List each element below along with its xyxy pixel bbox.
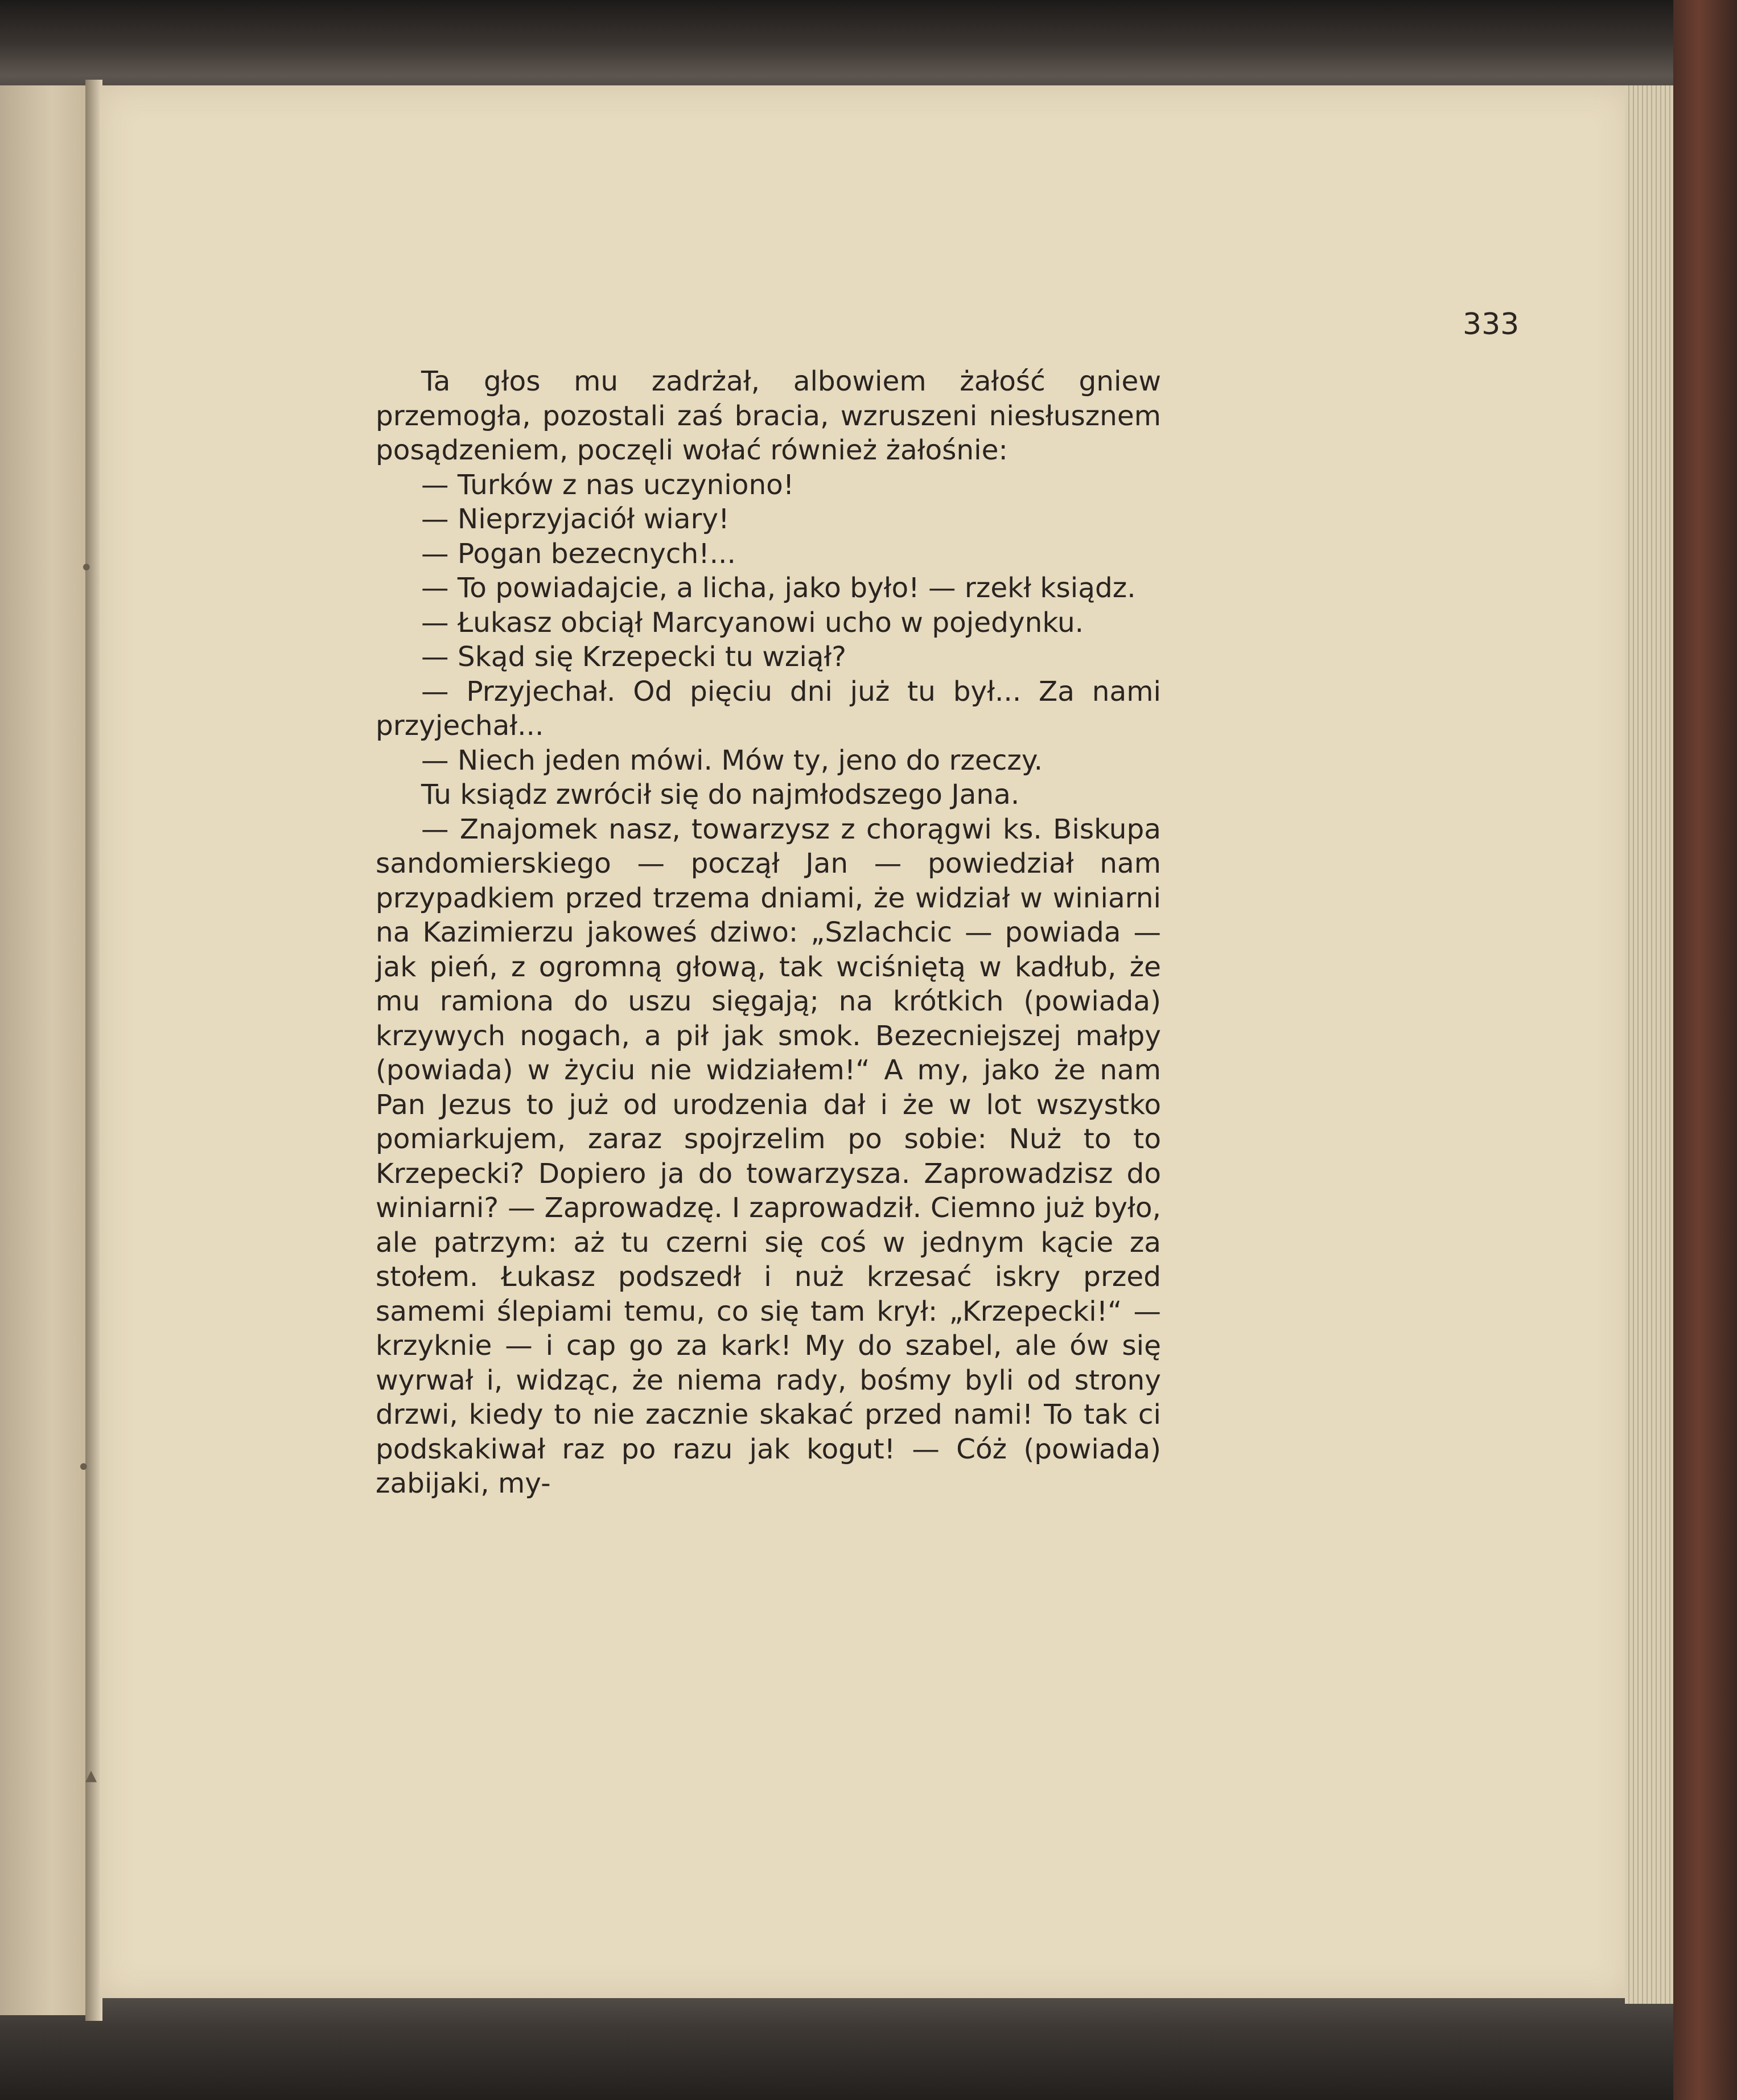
paragraph: Ta głos mu zadrżał, albowiem żałość gniew przemogła, pozostali zaś bracia, wzruszeni niesłusznem posądzeniem, poczęli wołać również żałośnie:	[376, 365, 1161, 466]
facing-page-edge	[0, 85, 94, 2015]
page-number: 333	[1463, 307, 1520, 342]
binding-bottom-edge	[0, 1981, 1737, 2100]
margin-mark: •	[77, 1454, 90, 1481]
paragraph: — Pogan bezecnych!...	[421, 537, 736, 570]
paragraph: — Niech jeden mówi. Mów ty, jeno do rzeczy.	[421, 744, 1043, 776]
binding-right-edge	[1673, 0, 1737, 2100]
page-text	[376, 364, 1161, 1501]
paragraph: — Nieprzyjaciół wiary!	[421, 503, 730, 535]
page-stack-edges	[1625, 85, 1673, 2004]
paragraph: — Turków z nas uczyniono!	[421, 469, 795, 501]
paragraph: — Znajomek nasz, towarzysz z chorągwi ks. Biskupa sandomierskiego — począł Jan — powiedział nam przypadkiem przed trzema dniami, że widział w winiarni na Kazimierzu jakoweś dziwo: „Szlachcic — powiada — jak pień, z ogromną głową, tak wciśniętą w kadłub, że mu ramiona do uszu sięgają; na krótkich (powiada) krzywych nogach, a pił jak smok. Bezecniejszej małpy (powiada) w życiu nie widziałem!“ A my, jako że nam Pan Jezus to już od urodzenia dał i że w lot wszystko pomiarkujem, zaraz spojrzelim po sobie: Nuż to to Krzepecki? Dopiero ja do towarzysza. Zaprowadzisz do winiarni? — Zaprowadzę. I zaprowadził. Ciemno już było, ale patrzym: aż tu czerni się coś w jednym kącie za stołem. Łukasz podszedł i nuż krzesać iskry przed samemi ślepiami temu, co się tam krył: „Krzepecki!“ — krzyknie — i cap go za kark! My do szabel, ale ów się wyrwał i, widząc, że niema rady, bośmy byli od strony drzwi, kiedy to nie zacznie skakać przed nami! To tak ci podskakiwał raz po razu jak kogut! — Cóż (powiada) zabijaki, my-	[376, 813, 1161, 1499]
paragraph: — To powiadajcie, a licha, jako było! — rzekł ksiądz.	[421, 572, 1136, 604]
margin-mark: •	[80, 555, 93, 581]
paragraph: — Skąd się Krzepecki tu wziął?	[421, 641, 847, 673]
paragraph: — Łukasz obciął Marcyanowi ucho w pojedynku.	[421, 606, 1084, 639]
margin-mark: ▴	[85, 1762, 97, 1788]
paragraph: — Przyjechał. Od pięciu dni już tu był... Za nami przyjechał...	[376, 675, 1161, 742]
paragraph: Tu ksiądz zwrócił się do najmłodszego Jana.	[421, 779, 1020, 811]
